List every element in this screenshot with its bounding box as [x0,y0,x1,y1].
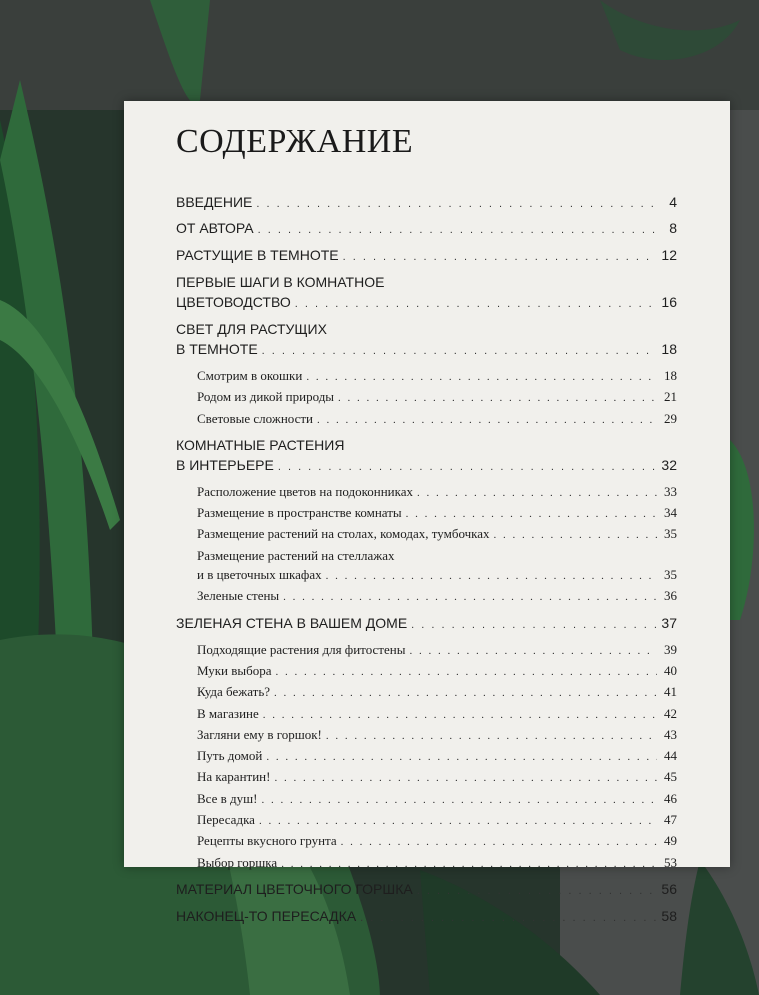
toc-section-entry [176,831,677,852]
toc-section-entry [176,746,677,767]
table-of-contents-page [124,101,730,924]
page-number: 53 [664,854,677,870]
entry-title: ЗЕЛЕНАЯ СТЕНА В ВАШЕМ ДОМЕ [176,614,408,631]
dot-leader [281,855,657,874]
dot-leader [276,663,657,682]
page-number: 40 [664,662,677,678]
page-number: 29 [664,410,677,426]
entry-title-line: ПЕРВЫЕ ШАГИ В КОМНАТНОЕ [176,274,385,290]
dot-leader [406,505,657,524]
entry-title: Родом из дикой природы [197,389,335,405]
entry-title: ВВЕДЕНИЕ [176,194,253,210]
dot-leader [295,294,657,314]
page-number: 47 [664,812,677,828]
dot-leader [494,526,657,545]
toc-chapter-entry [176,613,677,635]
entry-title: Расположение цветов на подоконниках [197,483,414,499]
entry-title: В ТЕМНОТЕ [176,341,258,357]
toc-chapter-entry [176,319,677,361]
page-number: 39 [664,641,677,657]
toc-section-entry [176,853,677,874]
page-number: 58 [661,907,677,924]
dot-leader [259,812,657,831]
page-number: 18 [664,368,677,383]
toc-chapter-entry [176,245,677,267]
page-number: 16 [661,294,677,310]
dot-leader [417,484,657,503]
page-number: 35 [664,526,677,542]
dot-leader [417,881,657,901]
toc-section-entry [176,546,677,587]
dot-leader [343,247,657,267]
toc-section-entry [176,640,677,661]
dot-leader [263,706,657,725]
entry-title-line: КОМНАТНЫЕ РАСТЕНИЯ [176,436,345,453]
entry-title: Световые сложности [197,410,314,426]
toc-chapter-entry [176,879,677,901]
dot-leader [411,615,657,635]
toc-chapter-entry [176,272,677,314]
entry-title: ЦВЕТОВОДСТВО [176,294,291,310]
dot-leader [274,769,657,788]
entry-title: В ИНТЕРЬЕРЕ [176,456,274,473]
dot-leader [306,368,657,387]
dot-leader [278,457,657,477]
toc-section-entry [176,789,677,810]
toc-chapter-entry [176,435,677,477]
toc-chapter-entry [176,906,677,928]
toc-section-entry [176,682,677,703]
entry-title: Зеленые стены [197,588,280,604]
dot-leader [326,567,657,586]
toc-section-entry [176,661,677,682]
entry-title: На карантин! [197,769,271,785]
entry-title-line: Размещение растений на стеллажах [197,547,395,563]
page-number: 12 [661,247,677,263]
page-number: 32 [661,456,677,473]
page-number: 45 [664,769,677,785]
entry-title: Подходящие растения для фитостены [197,641,406,657]
dot-leader [341,833,657,852]
page-number: 4 [669,194,677,210]
toc-section-entry [176,482,677,503]
entry-title: Размещение растений на столах, комодах, тумбочках [197,526,490,542]
page-number: 36 [664,588,677,604]
dot-leader [317,411,657,430]
page-number: 42 [664,705,677,721]
page-number: 34 [664,505,677,521]
entry-title-line: СВЕТ ДЛЯ РАСТУЩИХ [176,321,327,337]
entry-title: Все в душ! [197,790,258,806]
page-number: 46 [664,790,677,806]
entry-title: РАСТУЩИЕ В ТЕМНОТЕ [176,247,339,263]
page-number: 41 [664,684,677,700]
page-title: СОДЕРЖАНИЕ [176,123,414,160]
page-number: 37 [661,614,677,631]
toc-chapter-entry [176,218,677,240]
toc-chapter-entry [176,192,677,214]
toc-section-entry [176,524,677,545]
toc-section-entry [176,387,677,408]
dot-leader [360,908,657,928]
dot-leader [256,194,657,214]
entry-title: В магазине [197,705,259,721]
entry-title: и в цветочных шкафах [197,567,322,583]
toc-section-entry [176,586,677,607]
entry-title: Муки выбора [197,662,272,678]
toc-section-entry [176,409,677,430]
entry-title: Путь домой [197,748,263,764]
page-number: 35 [664,567,677,583]
page-number: 8 [669,220,677,236]
page-number: 21 [664,389,677,405]
entry-title: Куда бежать? [197,684,271,700]
dot-leader [266,748,657,767]
page-number: 56 [661,880,677,897]
toc-section-entry [176,810,677,831]
entry-title: Загляни ему в горшок! [197,726,322,742]
dot-leader [258,220,657,240]
page-number: 18 [661,341,677,357]
dot-leader [409,642,657,661]
dot-leader [262,341,657,361]
toc-section-entry [176,366,677,387]
page-number: 44 [664,748,677,764]
dot-leader [283,588,657,607]
entry-title: Пересадка [197,812,255,828]
dot-leader [326,727,657,746]
page-number: 49 [664,833,677,849]
dot-leader [261,791,657,810]
page-number: 43 [664,726,677,742]
toc-list [176,192,677,933]
toc-section-entry [176,725,677,746]
entry-title: Размещение в пространстве комнаты [197,505,402,521]
entry-title: Рецепты вкусного грунта [197,833,337,849]
entry-title: ОТ АВТОРА [176,220,254,236]
toc-section-entry [176,767,677,788]
entry-title: Смотрим в окошки [197,368,303,383]
entry-title: НАКОНЕЦ-ТО ПЕРЕСАДКА [176,907,357,924]
entry-title: МАТЕРИАЛ ЦВЕТОЧНОГО ГОРШКА [176,880,413,897]
entry-title: Выбор горшка [197,854,278,870]
toc-section-entry [176,503,677,524]
page-number: 33 [664,483,677,499]
dot-leader [274,684,657,703]
dot-leader [338,389,657,408]
toc-section-entry [176,704,677,725]
